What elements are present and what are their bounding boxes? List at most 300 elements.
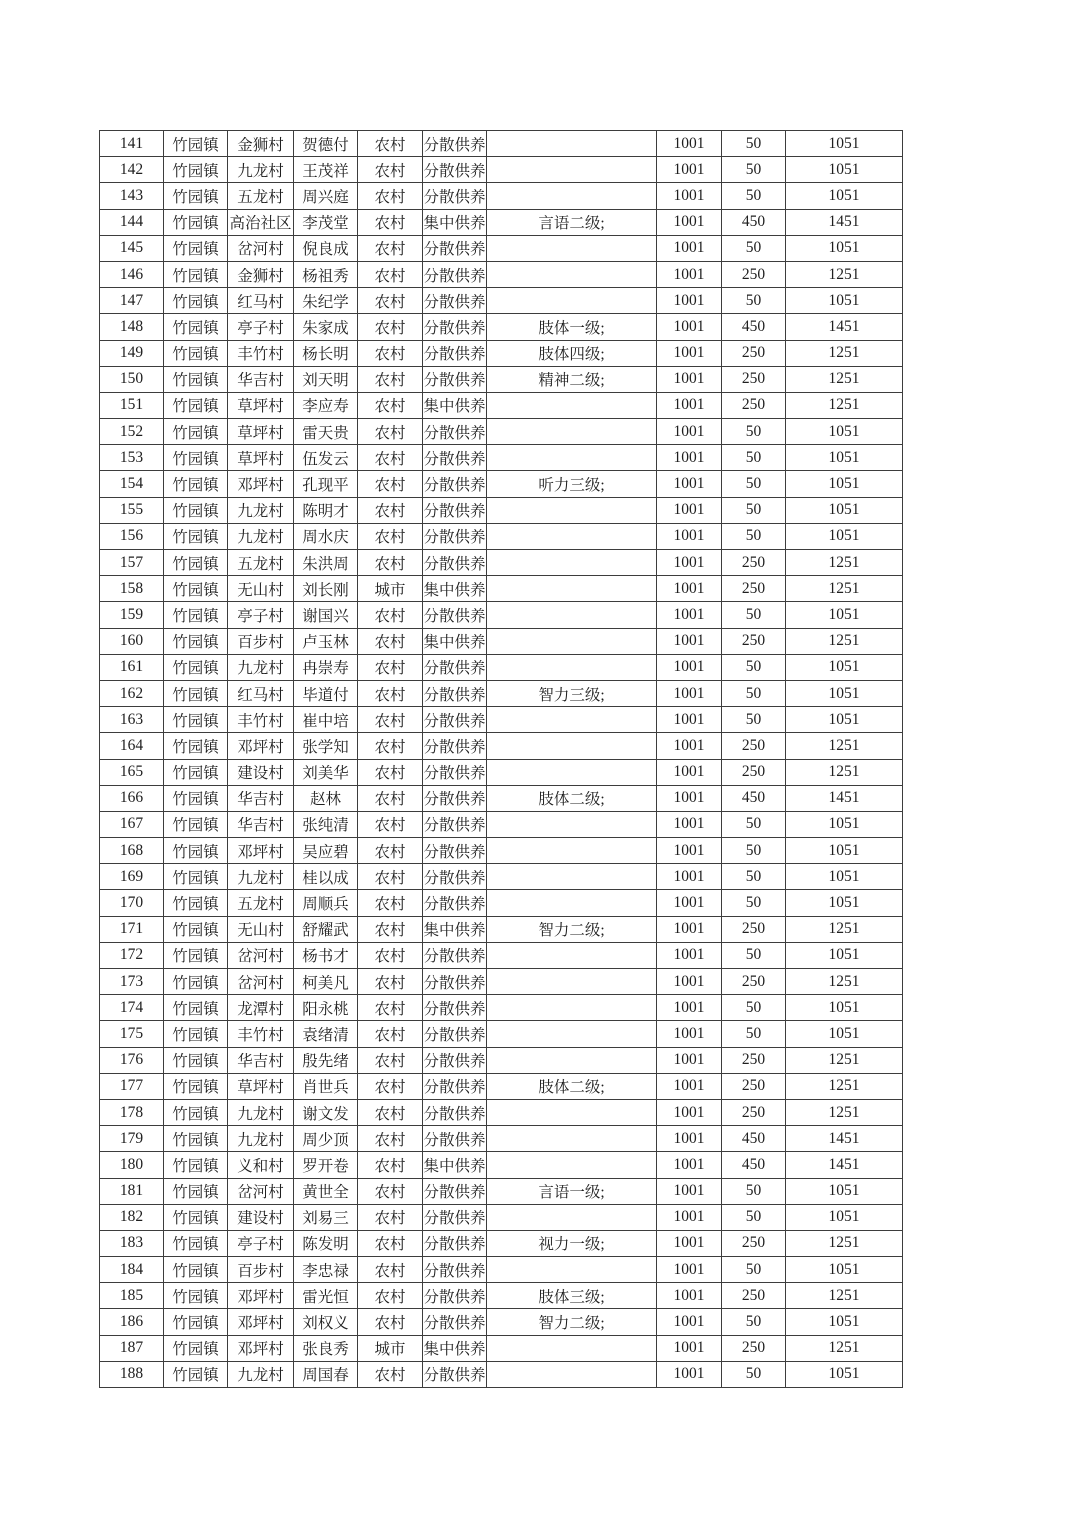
- cell-row-number: 186: [100, 1309, 164, 1335]
- cell-subsidy-amount: 50: [722, 942, 786, 968]
- cell-village: 五龙村: [228, 550, 294, 576]
- table-row: [100, 916, 903, 942]
- cell-support-type: 分散供养: [423, 1257, 487, 1283]
- cell-support-type: 分散供养: [423, 1047, 487, 1073]
- cell-total-amount: 1251: [786, 1047, 903, 1073]
- cell-town: 竹园镇: [164, 785, 228, 811]
- cell-residence-type: 农村: [358, 628, 423, 654]
- cell-row-number: 183: [100, 1230, 164, 1256]
- cell-person-name: 桂以成: [294, 864, 358, 890]
- cell-disability-level: [487, 602, 657, 628]
- cell-residence-type: 农村: [358, 1309, 423, 1335]
- cell-support-type: 集中供养: [423, 576, 487, 602]
- cell-total-amount: 1051: [786, 445, 903, 471]
- cell-village: 华吉村: [228, 811, 294, 837]
- cell-row-number: 184: [100, 1257, 164, 1283]
- cell-residence-type: 农村: [358, 707, 423, 733]
- table-row: [100, 288, 903, 314]
- cell-row-number: 174: [100, 995, 164, 1021]
- cell-total-amount: 1051: [786, 497, 903, 523]
- cell-support-type: 集中供养: [423, 1152, 487, 1178]
- cell-town: 竹园镇: [164, 131, 228, 157]
- cell-total-amount: 1051: [786, 471, 903, 497]
- cell-residence-type: 农村: [358, 392, 423, 418]
- cell-village: 华吉村: [228, 1047, 294, 1073]
- cell-disability-level: [487, 969, 657, 995]
- cell-disability-level: [487, 707, 657, 733]
- cell-village: 华吉村: [228, 785, 294, 811]
- cell-subsidy-amount: 250: [722, 392, 786, 418]
- cell-total-amount: 1051: [786, 1257, 903, 1283]
- table-row: [100, 1152, 903, 1178]
- cell-base-amount: 1001: [657, 1126, 722, 1152]
- cell-total-amount: 1251: [786, 550, 903, 576]
- cell-person-name: 谢国兴: [294, 602, 358, 628]
- cell-support-type: 分散供养: [423, 261, 487, 287]
- cell-row-number: 144: [100, 209, 164, 235]
- cell-village: 建设村: [228, 1204, 294, 1230]
- cell-support-type: 集中供养: [423, 1335, 487, 1361]
- cell-person-name: 张良秀: [294, 1335, 358, 1361]
- cell-village: 高治社区: [228, 209, 294, 235]
- cell-town: 竹园镇: [164, 759, 228, 785]
- cell-town: 竹园镇: [164, 235, 228, 261]
- cell-person-name: 冉崇寿: [294, 654, 358, 680]
- cell-person-name: 雷天贵: [294, 419, 358, 445]
- cell-subsidy-amount: 450: [722, 1152, 786, 1178]
- cell-person-name: 李忠禄: [294, 1257, 358, 1283]
- welfare-table-container: [99, 130, 903, 1388]
- cell-base-amount: 1001: [657, 1152, 722, 1178]
- cell-base-amount: 1001: [657, 471, 722, 497]
- cell-person-name: 张学知: [294, 733, 358, 759]
- cell-town: 竹园镇: [164, 340, 228, 366]
- cell-row-number: 173: [100, 969, 164, 995]
- cell-town: 竹园镇: [164, 314, 228, 340]
- cell-row-number: 156: [100, 523, 164, 549]
- cell-person-name: 阳永桃: [294, 995, 358, 1021]
- table-row: [100, 1309, 903, 1335]
- cell-support-type: 分散供养: [423, 340, 487, 366]
- cell-residence-type: 农村: [358, 1361, 423, 1387]
- cell-residence-type: 农村: [358, 131, 423, 157]
- cell-subsidy-amount: 50: [722, 288, 786, 314]
- cell-town: 竹园镇: [164, 1152, 228, 1178]
- cell-disability-level: [487, 628, 657, 654]
- cell-town: 竹园镇: [164, 942, 228, 968]
- cell-base-amount: 1001: [657, 445, 722, 471]
- cell-town: 竹园镇: [164, 969, 228, 995]
- cell-support-type: 分散供养: [423, 157, 487, 183]
- cell-town: 竹园镇: [164, 471, 228, 497]
- cell-row-number: 157: [100, 550, 164, 576]
- table-row: [100, 1335, 903, 1361]
- cell-person-name: 李应寿: [294, 392, 358, 418]
- cell-person-name: 吴应碧: [294, 838, 358, 864]
- cell-base-amount: 1001: [657, 157, 722, 183]
- cell-support-type: 分散供养: [423, 1178, 487, 1204]
- table-row: [100, 131, 903, 157]
- cell-base-amount: 1001: [657, 838, 722, 864]
- cell-support-type: 分散供养: [423, 654, 487, 680]
- cell-support-type: 分散供养: [423, 1021, 487, 1047]
- cell-village: 金狮村: [228, 261, 294, 287]
- cell-base-amount: 1001: [657, 1283, 722, 1309]
- cell-base-amount: 1001: [657, 576, 722, 602]
- cell-residence-type: 农村: [358, 680, 423, 706]
- cell-row-number: 177: [100, 1073, 164, 1099]
- cell-disability-level: [487, 157, 657, 183]
- cell-residence-type: 农村: [358, 916, 423, 942]
- cell-base-amount: 1001: [657, 209, 722, 235]
- cell-total-amount: 1051: [786, 1021, 903, 1047]
- cell-subsidy-amount: 50: [722, 995, 786, 1021]
- cell-person-name: 肖世兵: [294, 1073, 358, 1099]
- cell-total-amount: 1051: [786, 654, 903, 680]
- cell-subsidy-amount: 250: [722, 916, 786, 942]
- cell-person-name: 张纯清: [294, 811, 358, 837]
- cell-residence-type: 农村: [358, 942, 423, 968]
- table-row: [100, 654, 903, 680]
- cell-row-number: 146: [100, 261, 164, 287]
- cell-village: 岔河村: [228, 969, 294, 995]
- cell-base-amount: 1001: [657, 654, 722, 680]
- cell-row-number: 181: [100, 1178, 164, 1204]
- cell-residence-type: 农村: [358, 1152, 423, 1178]
- cell-disability-level: [487, 523, 657, 549]
- cell-town: 竹园镇: [164, 680, 228, 706]
- cell-disability-level: [487, 131, 657, 157]
- cell-total-amount: 1051: [786, 523, 903, 549]
- cell-disability-level: [487, 1335, 657, 1361]
- cell-disability-level: 肢体二级;: [487, 785, 657, 811]
- cell-support-type: 集中供养: [423, 209, 487, 235]
- cell-residence-type: 农村: [358, 419, 423, 445]
- cell-residence-type: 农村: [358, 209, 423, 235]
- cell-subsidy-amount: 50: [722, 838, 786, 864]
- welfare-table-body: [100, 131, 903, 1388]
- cell-support-type: 分散供养: [423, 445, 487, 471]
- cell-disability-level: [487, 890, 657, 916]
- cell-village: 九龙村: [228, 1099, 294, 1125]
- cell-village: 丰竹村: [228, 707, 294, 733]
- cell-person-name: 毕道付: [294, 680, 358, 706]
- cell-support-type: 分散供养: [423, 811, 487, 837]
- cell-person-name: 崔中培: [294, 707, 358, 733]
- cell-residence-type: 农村: [358, 654, 423, 680]
- cell-base-amount: 1001: [657, 602, 722, 628]
- cell-town: 竹园镇: [164, 890, 228, 916]
- cell-person-name: 刘权义: [294, 1309, 358, 1335]
- table-row: [100, 969, 903, 995]
- cell-town: 竹园镇: [164, 183, 228, 209]
- cell-residence-type: 农村: [358, 811, 423, 837]
- cell-subsidy-amount: 50: [722, 654, 786, 680]
- cell-support-type: 分散供养: [423, 1283, 487, 1309]
- cell-disability-level: [487, 942, 657, 968]
- cell-village: 五龙村: [228, 183, 294, 209]
- cell-town: 竹园镇: [164, 523, 228, 549]
- cell-total-amount: 1251: [786, 1230, 903, 1256]
- cell-residence-type: 农村: [358, 471, 423, 497]
- cell-residence-type: 农村: [358, 1283, 423, 1309]
- cell-subsidy-amount: 50: [722, 183, 786, 209]
- cell-support-type: 分散供养: [423, 1309, 487, 1335]
- cell-subsidy-amount: 50: [722, 1361, 786, 1387]
- cell-subsidy-amount: 50: [722, 419, 786, 445]
- cell-town: 竹园镇: [164, 1204, 228, 1230]
- cell-support-type: 分散供养: [423, 1230, 487, 1256]
- cell-subsidy-amount: 250: [722, 733, 786, 759]
- table-row: [100, 1178, 903, 1204]
- cell-town: 竹园镇: [164, 1099, 228, 1125]
- cell-village: 百步村: [228, 628, 294, 654]
- cell-total-amount: 1051: [786, 1178, 903, 1204]
- cell-person-name: 刘易三: [294, 1204, 358, 1230]
- cell-disability-level: [487, 392, 657, 418]
- cell-subsidy-amount: 50: [722, 602, 786, 628]
- cell-disability-level: [487, 445, 657, 471]
- cell-row-number: 179: [100, 1126, 164, 1152]
- cell-row-number: 147: [100, 288, 164, 314]
- cell-village: 义和村: [228, 1152, 294, 1178]
- cell-base-amount: 1001: [657, 183, 722, 209]
- cell-base-amount: 1001: [657, 1099, 722, 1125]
- cell-total-amount: 1251: [786, 628, 903, 654]
- cell-support-type: 分散供养: [423, 1204, 487, 1230]
- cell-residence-type: 农村: [358, 445, 423, 471]
- cell-residence-type: 农村: [358, 1047, 423, 1073]
- cell-disability-level: [487, 864, 657, 890]
- cell-disability-level: 肢体四级;: [487, 340, 657, 366]
- cell-town: 竹园镇: [164, 497, 228, 523]
- cell-support-type: 分散供养: [423, 733, 487, 759]
- cell-row-number: 172: [100, 942, 164, 968]
- cell-support-type: 分散供养: [423, 419, 487, 445]
- cell-support-type: 分散供养: [423, 707, 487, 733]
- cell-disability-level: [487, 733, 657, 759]
- table-row: [100, 419, 903, 445]
- cell-residence-type: 农村: [358, 1204, 423, 1230]
- cell-disability-level: [487, 235, 657, 261]
- cell-row-number: 180: [100, 1152, 164, 1178]
- cell-total-amount: 1451: [786, 314, 903, 340]
- table-row: [100, 1099, 903, 1125]
- cell-base-amount: 1001: [657, 890, 722, 916]
- cell-residence-type: 农村: [358, 497, 423, 523]
- cell-base-amount: 1001: [657, 340, 722, 366]
- table-row: [100, 550, 903, 576]
- cell-subsidy-amount: 50: [722, 523, 786, 549]
- cell-support-type: 集中供养: [423, 916, 487, 942]
- cell-subsidy-amount: 250: [722, 1283, 786, 1309]
- cell-row-number: 152: [100, 419, 164, 445]
- cell-residence-type: 农村: [358, 1230, 423, 1256]
- cell-disability-level: 听力三级;: [487, 471, 657, 497]
- cell-row-number: 176: [100, 1047, 164, 1073]
- cell-base-amount: 1001: [657, 759, 722, 785]
- cell-row-number: 166: [100, 785, 164, 811]
- cell-village: 邓坪村: [228, 1309, 294, 1335]
- cell-town: 竹园镇: [164, 1021, 228, 1047]
- cell-base-amount: 1001: [657, 811, 722, 837]
- cell-town: 竹园镇: [164, 707, 228, 733]
- cell-person-name: 刘天明: [294, 366, 358, 392]
- cell-support-type: 分散供养: [423, 131, 487, 157]
- cell-subsidy-amount: 50: [722, 235, 786, 261]
- cell-total-amount: 1051: [786, 1361, 903, 1387]
- table-row: [100, 1204, 903, 1230]
- cell-base-amount: 1001: [657, 707, 722, 733]
- cell-base-amount: 1001: [657, 628, 722, 654]
- cell-subsidy-amount: 50: [722, 1178, 786, 1204]
- table-row: [100, 838, 903, 864]
- cell-subsidy-amount: 250: [722, 1230, 786, 1256]
- cell-base-amount: 1001: [657, 1230, 722, 1256]
- table-row: [100, 497, 903, 523]
- cell-subsidy-amount: 250: [722, 1099, 786, 1125]
- cell-row-number: 153: [100, 445, 164, 471]
- cell-subsidy-amount: 250: [722, 340, 786, 366]
- cell-disability-level: 视力一级;: [487, 1230, 657, 1256]
- cell-support-type: 分散供养: [423, 1099, 487, 1125]
- cell-total-amount: 1051: [786, 680, 903, 706]
- cell-disability-level: [487, 1152, 657, 1178]
- cell-town: 竹园镇: [164, 288, 228, 314]
- cell-total-amount: 1051: [786, 864, 903, 890]
- cell-total-amount: 1251: [786, 392, 903, 418]
- cell-person-name: 周水庆: [294, 523, 358, 549]
- cell-person-name: 刘长刚: [294, 576, 358, 602]
- cell-base-amount: 1001: [657, 1335, 722, 1361]
- cell-person-name: 舒耀武: [294, 916, 358, 942]
- cell-row-number: 149: [100, 340, 164, 366]
- cell-village: 岔河村: [228, 1178, 294, 1204]
- cell-disability-level: [487, 838, 657, 864]
- cell-person-name: 柯美凡: [294, 969, 358, 995]
- cell-row-number: 185: [100, 1283, 164, 1309]
- cell-village: 金狮村: [228, 131, 294, 157]
- cell-person-name: 谢文发: [294, 1099, 358, 1125]
- cell-row-number: 154: [100, 471, 164, 497]
- table-row: [100, 209, 903, 235]
- cell-subsidy-amount: 250: [722, 576, 786, 602]
- cell-base-amount: 1001: [657, 366, 722, 392]
- cell-base-amount: 1001: [657, 392, 722, 418]
- cell-base-amount: 1001: [657, 314, 722, 340]
- cell-total-amount: 1251: [786, 1335, 903, 1361]
- cell-total-amount: 1051: [786, 419, 903, 445]
- cell-total-amount: 1451: [786, 785, 903, 811]
- cell-row-number: 142: [100, 157, 164, 183]
- cell-row-number: 171: [100, 916, 164, 942]
- cell-residence-type: 农村: [358, 523, 423, 549]
- cell-row-number: 141: [100, 131, 164, 157]
- cell-support-type: 集中供养: [423, 628, 487, 654]
- cell-village: 九龙村: [228, 497, 294, 523]
- table-row: [100, 157, 903, 183]
- cell-base-amount: 1001: [657, 1021, 722, 1047]
- cell-subsidy-amount: 50: [722, 1309, 786, 1335]
- cell-row-number: 158: [100, 576, 164, 602]
- cell-base-amount: 1001: [657, 864, 722, 890]
- cell-person-name: 倪良成: [294, 235, 358, 261]
- cell-subsidy-amount: 450: [722, 209, 786, 235]
- cell-village: 九龙村: [228, 1126, 294, 1152]
- cell-village: 九龙村: [228, 157, 294, 183]
- cell-total-amount: 1251: [786, 759, 903, 785]
- cell-disability-level: [487, 497, 657, 523]
- cell-subsidy-amount: 50: [722, 811, 786, 837]
- cell-subsidy-amount: 50: [722, 890, 786, 916]
- cell-town: 竹园镇: [164, 550, 228, 576]
- cell-village: 丰竹村: [228, 340, 294, 366]
- cell-village: 龙潭村: [228, 995, 294, 1021]
- cell-residence-type: 农村: [358, 1178, 423, 1204]
- cell-town: 竹园镇: [164, 1309, 228, 1335]
- cell-person-name: 李茂堂: [294, 209, 358, 235]
- cell-subsidy-amount: 450: [722, 314, 786, 340]
- cell-residence-type: 农村: [358, 838, 423, 864]
- cell-person-name: 杨长明: [294, 340, 358, 366]
- cell-base-amount: 1001: [657, 523, 722, 549]
- cell-subsidy-amount: 50: [722, 497, 786, 523]
- cell-residence-type: 农村: [358, 890, 423, 916]
- cell-town: 竹园镇: [164, 1178, 228, 1204]
- cell-total-amount: 1051: [786, 235, 903, 261]
- cell-village: 红马村: [228, 288, 294, 314]
- cell-village: 无山村: [228, 916, 294, 942]
- welfare-table: [99, 130, 903, 1388]
- cell-person-name: 陈明才: [294, 497, 358, 523]
- cell-residence-type: 农村: [358, 969, 423, 995]
- cell-row-number: 150: [100, 366, 164, 392]
- cell-base-amount: 1001: [657, 550, 722, 576]
- cell-total-amount: 1051: [786, 288, 903, 314]
- cell-base-amount: 1001: [657, 1204, 722, 1230]
- cell-support-type: 分散供养: [423, 602, 487, 628]
- table-row: [100, 1126, 903, 1152]
- cell-person-name: 袁绪清: [294, 1021, 358, 1047]
- cell-row-number: 151: [100, 392, 164, 418]
- table-row: [100, 523, 903, 549]
- cell-support-type: 分散供养: [423, 838, 487, 864]
- cell-village: 丰竹村: [228, 1021, 294, 1047]
- cell-base-amount: 1001: [657, 1257, 722, 1283]
- cell-total-amount: 1051: [786, 183, 903, 209]
- cell-disability-level: [487, 576, 657, 602]
- table-row: [100, 445, 903, 471]
- cell-base-amount: 1001: [657, 497, 722, 523]
- cell-total-amount: 1251: [786, 340, 903, 366]
- table-row: [100, 1257, 903, 1283]
- cell-disability-level: [487, 1361, 657, 1387]
- cell-village: 华吉村: [228, 366, 294, 392]
- cell-village: 亭子村: [228, 602, 294, 628]
- cell-row-number: 162: [100, 680, 164, 706]
- cell-base-amount: 1001: [657, 1047, 722, 1073]
- cell-total-amount: 1051: [786, 890, 903, 916]
- cell-person-name: 陈发明: [294, 1230, 358, 1256]
- cell-person-name: 殷先绪: [294, 1047, 358, 1073]
- cell-total-amount: 1051: [786, 1309, 903, 1335]
- cell-town: 竹园镇: [164, 366, 228, 392]
- cell-person-name: 贺德付: [294, 131, 358, 157]
- cell-residence-type: 城市: [358, 576, 423, 602]
- cell-total-amount: 1051: [786, 157, 903, 183]
- cell-total-amount: 1051: [786, 1204, 903, 1230]
- cell-person-name: 周国春: [294, 1361, 358, 1387]
